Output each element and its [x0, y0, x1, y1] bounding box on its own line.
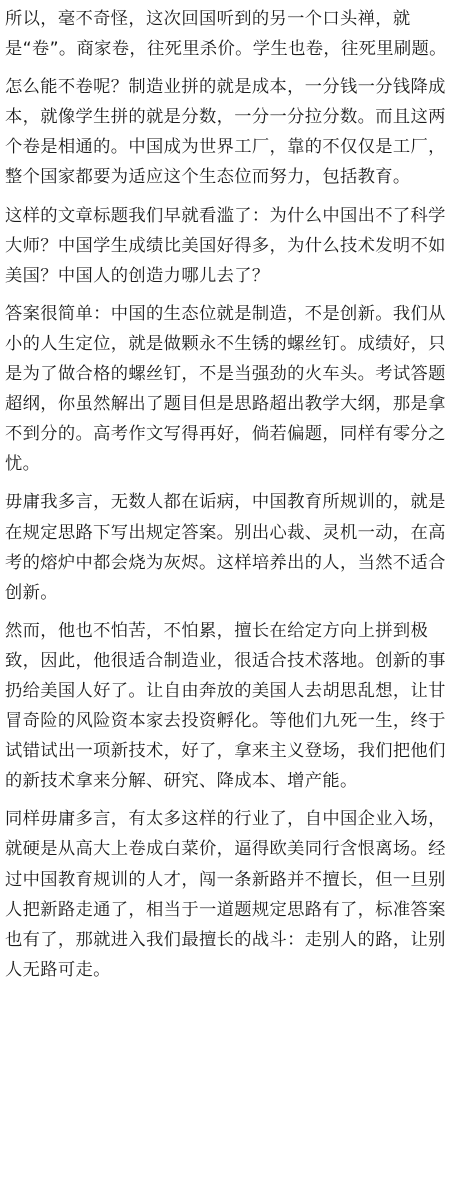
paragraph-2: 怎么能不卷呢？制造业拼的就是成本，一分钱一分钱降成本，就像学生拼的就是分数，一分一分拉分数。而且这两个卷是相通的。中国成为世界工厂，靠的不仅仅是工厂，整个国家都要为适应这个生态位而努力，包括教育。 [5, 77, 446, 188]
paragraph-4: 答案很简单：中国的生态位就是制造，不是创新。我们从小的人生定位，就是做颗永不生锈的螺丝钉。成绩好，只是为了做合格的螺丝钉，不是当强劲的火车头。考试答题超纲，你虽然解出了题目但是思路超出教学大纲，那是拿不到分的。高考作文写得再好，倘若偏题，同样有零分之忧。 [5, 303, 446, 475]
paragraph-3: 这样的文章标题我们早就看滥了：为什么中国出不了科学大师？中国学生成绩比美国好得多，为什么技术发明不如美国？中国人的创造力哪儿去了？ [5, 205, 446, 286]
paragraph-1: 所以，毫不奇怪，这次回国听到的另一个口头禅，就是“卷”。商家卷，往死里杀价。学生也卷，往死里刷题。 [5, 9, 447, 60]
paragraph-6: 然而，他也不怕苦，不怕累，擅长在给定方向上拼到极致，因此，他很适合制造业，很适合技术落地。创新的事扔给美国人好了。让自由奔放的美国人去胡思乱想，让甘冒奇险的风险资本家去投资孵化。等他们九死一生，终于试错试出一项新技术，好了，拿来主义登场，我们把他们的新技术拿来分解、研究、降成本、增产能。 [5, 620, 446, 792]
paragraph-5: 毋庸我多言，无数人都在诟病，中国教育所规训的，就是在规定思路下写出规定答案。别出心裁、灵机一动，在高考的熔炉中都会烧为灰烬。这样培养出的人，当然不适合创新。 [5, 492, 446, 603]
paragraph-7: 同样毋庸多言，有太多这样的行业了，自中国企业入场，就硬是从高大上卷成白菜价，逼得欧美同行含恨离场。经过中国教育规训的人才，闯一条新路并不擅长，但一旦别人把新路走通了，相当于一道题规定思路有了，标准答案也有了，那就进入我们最擅长的战斗：走别人的路，让别人无路可走。 [5, 809, 446, 980]
